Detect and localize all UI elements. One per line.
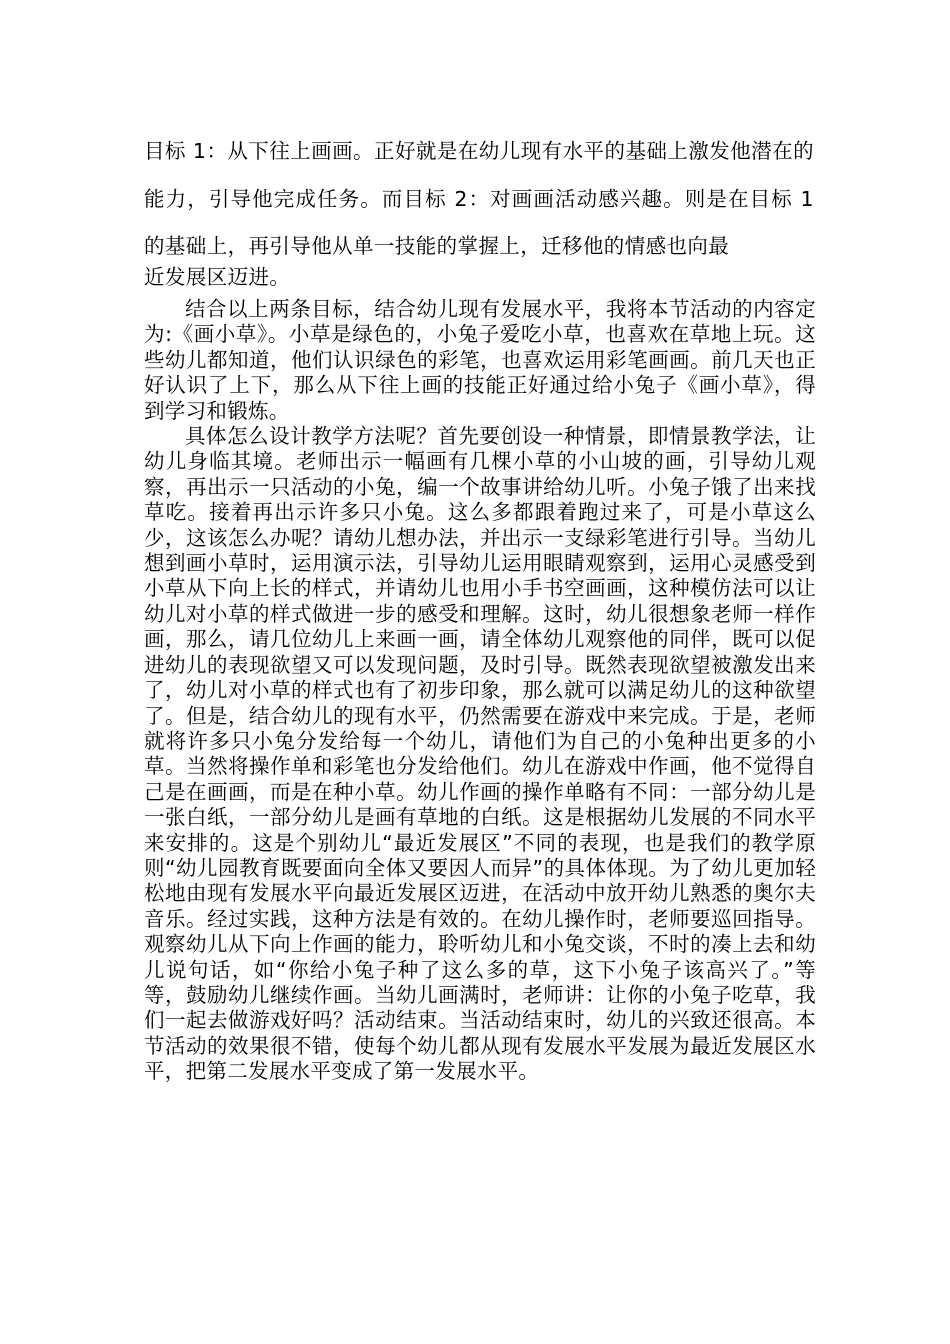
paragraph-teaching-method: 具体怎么设计教学方法呢？首先要创设一种情景，即情景教学法，让幼儿身临其境。老师出示一幅画有几棵小草的小山坡的画，引导幼儿观察，再出示一只活动的小兔，编一个故事讲给幼儿听。小兔子饿了出来找草吃。接着再出示许多只小兔。这么多都跟着跑过来了，可是小草这么少，这该怎么办呢？请幼儿想办法，并出示一支绿彩笔进行引导。当幼儿想到画小草时，运用演示法，引导幼儿运用眼睛观察到，运用心灵感受到小草从下向上长的样式，并请幼儿也用小手书空画画，这种模仿法可以让幼儿对小草的样式做进一步的感受和理解。这时，幼儿很想象老师一样作画，那么，请几位幼儿上来画一画，请全体幼儿观察他的同伴，既可以促进幼儿的表现欲望又可以发现问题，及时引导。既然表现欲望被激发出来了，幼儿对小草的样式也有了初步印象，那么就可以满足幼儿的这种欲望了。但是，结合幼儿的现有水平，仍然需要在游戏中来完成。于是，老师就将许多只小兔分发给每一个幼儿，请他们为自己的小兔种出更多的小草。当然将操作单和彩笔也分发给他们。幼儿在游戏中作画，他不觉得自己是在画画，而是在种小草。幼儿作画的操作单略有不同：一部分幼儿是一张白纸，一部分幼儿是画有草地的白纸。这是根据幼儿发展的不同水平来安排的。这是个别幼儿“最近发展区”不同的表现，也是我们的教学原则“幼儿园教育既要面向全体又要因人而异”的具体体现。为了幼儿更加轻松地由现有发展水平向最近发展区迈进，在活动中放开幼儿熟悉的奥尔夫音乐。经过实践，这种方法是有效的。在幼儿操作时，老师要巡回指导。观察幼儿从下向上作画的能力，聆听幼儿和小兔交谈，不时的凑上去和幼儿说句话，如“你给小兔子种了这么多的草，这下小兔子该高兴了。”等等，鼓励幼儿继续作画。当幼儿画满时，老师讲：让你的小兔子吃草，我们一起去做游戏好吗？活动结束。当活动结束时，幼儿的兴致还很高。本节活动的效果很不错，使每个幼儿都从现有发展水平发展为最近发展区水平，把第二发展水平变成了第一发展水平。 [144,424,816,1084]
paragraph-content-choice: 结合以上两条目标，结合幼儿现有发展水平，我将本节活动的内容定为:《画小草》。小草是绿色的，小兔子爱吃小草，也喜欢在草地上玩。这些幼儿都知道，他们认识绿色的彩笔，也喜欢运用彩笔画画。前几天也正好认识了上下，那么从下往上画的技能正好通过给小兔子《画小草》，得到学习和锻炼。 [144,297,816,423]
intro-text: 目标 1：从下往上画画。正好就是在幼儿现有水平的基础上激发他潜在的能力，引导他完成任务。而目标 2：对画画活动感兴趣。则是在目标 1 的基础上，再引导他从单一技能的掌握上，迁移他的情感也向最 [144,139,814,258]
intro-paragraph [144,128,814,290]
body-text [144,297,816,1085]
intro-tail-text: 近发展区迈进。 [144,264,291,289]
